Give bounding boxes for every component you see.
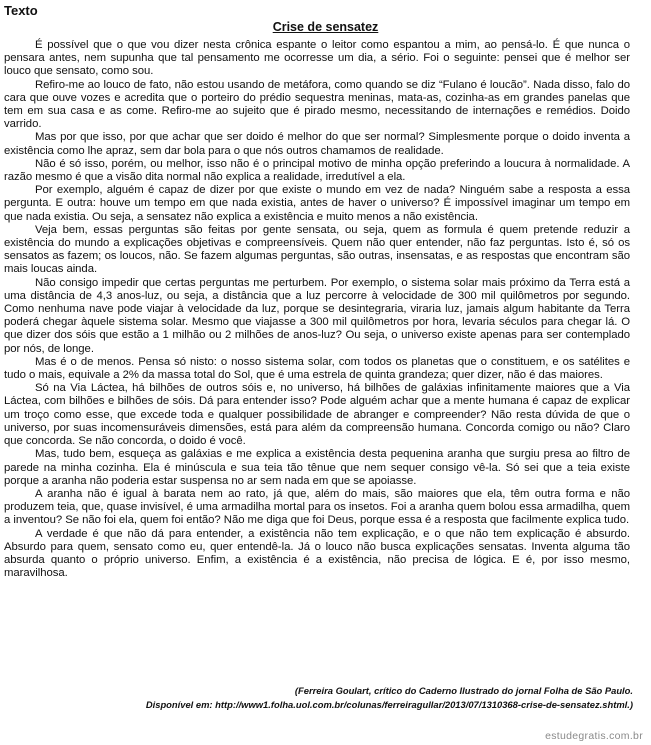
paragraph-12: A verdade é que não dá para entender, a existência não tem explicação, e o que não tem explicação é absurdo. Absurdo para quem, sensato como eu, quer entendê-la. Já o louco não busca explicações sensatas. Inventa alguma tão absurda quanto o próprio universo. Enfim, a existência é a existência, não precisa de lógica. E é, por isso mesmo, maravilhosa.: [4, 527, 630, 580]
paragraph-10: Mas, tudo bem, esqueça as galáxias e me explica a existência desta pequenina aranha que surgiu presa ao filtro de parede na minha cozinha. Ela é minúscula e sua teia tão tênue que nem sequer consigo vê-la. Só sei que a teia existe porque a aranha não poderia estar suspensa no ar sem nada em que se apoiasse.: [4, 448, 630, 487]
paragraph-6: Veja bem, essas perguntas são feitas por gente sensata, ou seja, quem as formula é quem pretende reduzir a existência do mundo a explicações objetivas e compreensíveis. Quem não quer entender, não faz perguntas. Isto é, só os sensatos as fazem; os loucos, não. Se fazem algumas perguntas, são outras, insensatas, e as respostas que encontram são mais loucas ainda.: [4, 223, 630, 276]
section-label: Texto: [4, 3, 38, 18]
article-title: Crise de sensatez: [272, 20, 379, 34]
paragraph-11: A aranha não é igual à barata nem ao rato, já que, além do mais, são maiores que ela, têm outra forma e não produzem teia, que, quase invisível, é uma armadilha mortal para os insetos. Foi a aranha quem bolou essa armadilha, quem a inventou? Se não foi ela, quem foi então? Não me diga que foi Deus, porque essa é a resposta que facilmente explica tudo.: [4, 487, 630, 527]
paragraph-2: Refiro-me ao louco de fato, não estou usando de metáfora, como quando se diz “Fulano é loucão”. Nada disso, falo do cara que ouve vozes e acredita que o porteiro do prédio sequestra meninas, mata-as, cozinha-as em grandes panelas que tem em sua casa e as come. Refiro-me ao sujeito que é pirado mesmo, necessitando de internações e remédios. Doido varrido.: [4, 78, 630, 131]
paragraph-7: Não consigo impedir que certas perguntas me perturbem. Por exemplo, o sistema solar mais próximo da Terra está a uma distância de 4,3 anos-luz, ou seja, a distância que a luz percorre à velocidade de 300 mil quilômetros por segundo. Como nenhuma nave pode viajar à velocidade da luz, porque se desintegraria, viraria luz, jamais algum habitante da Terra poderá chegar àquele sistema solar. Mesmo que viajasse a 300 mil quilômetros por hora, levaria séculos para chegar lá. O que dizer dos sóis que estão a 1 milhão ou 2 milhões de anos-luz? Ou seja, o universo existe apenas para ser contemplado por nós, de longe.: [4, 276, 630, 355]
watermark: estudegratis.com.br: [545, 730, 643, 742]
paragraph-9: Só na Via Láctea, há bilhões de outros sóis e, no universo, há bilhões de galáxias infinitamente maiores que a Via Láctea, com bilhões e bilhões de sóis. Dá para entender isso? Pode alguém achar que a mente humana é capaz de explicar um troço como esse, que excede toda e qualquer possibilidade de abranger e compreender? Não resta dúvida de que o universo, por suas incomensuráveis dimensões, está para além da compreensão humana. Concorda comigo ou não? Claro que concorda. Se não concorda, o doido é você.: [4, 382, 630, 448]
paragraph-4: Não é só isso, porém, ou melhor, isso não é o principal motivo de minha opção preferindo a loucura à normalidade. A razão mesmo é que a visão dita normal não explica a realidade, irredutível a ela.: [4, 157, 630, 184]
citation-author: (Ferreira Goulart, crítico do Caderno Ilustrado do jornal Folha de São Paulo.: [294, 685, 633, 696]
citation-source: Disponível em: http://www1.folha.uol.com.br/colunas/ferreiragullar/2013/07/1310368-crise-de-sensatez.shtml.): [145, 698, 633, 710]
paragraph-5: Por exemplo, alguém é capaz de dizer por que existe o mundo em vez de nada? Ninguém sabe a resposta a essa pergunta. E outra: houve um tempo em que nada existia, antes de haver o universo? É impossível imaginar um tempo em que nada existia. Ou seja, a sensatez não explica a existência e muito menos a não existência.: [4, 184, 630, 223]
article-body: [4, 39, 630, 580]
paragraph-3: Mas por que isso, por que achar que ser doido é melhor do que ser normal? Simplesmente porque o doido inventa a existência como lhe apraz, sem dar bola para o que nós outros chamamos de realidade.: [4, 131, 630, 157]
paragraph-1: É possível que o que vou dizer nesta crônica espante o leitor como espantou a mim, ao pensá-lo. É que nunca o pensara antes, nem supunha que tal pensamento me ocorresse um dia, a sério. Foi o seguinte: pensei que é melhor ser louco que sensato, como sou.: [4, 39, 630, 78]
citation: [33, 684, 633, 711]
paragraph-8: Mas é o de menos. Pensa só nisto: o nosso sistema solar, com todos os planetas que o constituem, e os satélites e tudo o mais, equivale a 2% da massa total do Sol, que é uma estrela de quinta grandeza; quer dizer, não é das maiores.: [4, 355, 630, 382]
